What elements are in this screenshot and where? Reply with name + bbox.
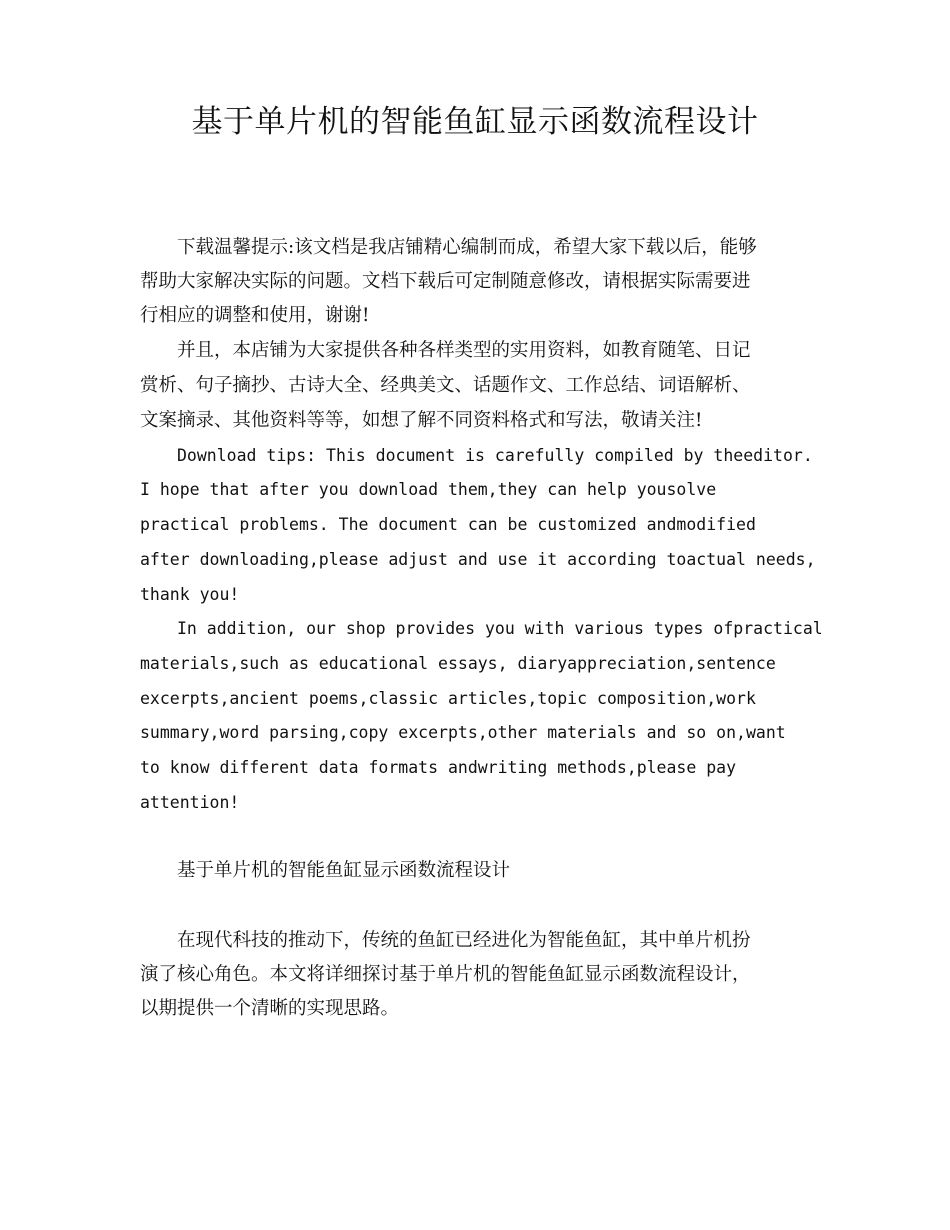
paragraph-line: In addition, our shop provides you with various types ofpractical <box>177 619 823 638</box>
paragraph-line: 并且，本店铺为大家提供各种各样类型的实用资料，如教育随笔、日记 <box>177 340 751 361</box>
paragraph-line: after downloading,please adjust and use it according toactual needs, <box>140 550 816 569</box>
paragraph-line: Download tips: This document is carefully compiled by theeditor. <box>177 446 813 465</box>
section-subtitle: 基于单片机的智能鱼缸显示函数流程设计 <box>177 860 511 881</box>
paragraph-line: 下载温馨提示:该文档是我店铺精心编制而成，希望大家下载以后，能够 <box>177 237 757 258</box>
paragraph-line: 以期提供一个清晰的实现思路。 <box>140 998 400 1019</box>
paragraph-line: 帮助大家解决实际的问题。文档下载后可定制随意修改，请根据实际需要进 <box>140 271 751 292</box>
paragraph-line: 演了核心角色。本文将详细探讨基于单片机的智能鱼缸显示函数流程设计， <box>140 964 751 985</box>
paragraph-line: to know different data formats andwriting methods,please pay <box>140 758 737 777</box>
paragraph-line: I hope that after you download them,they can help yousolve <box>140 480 717 499</box>
paragraph-line: excerpts,ancient poems,classic articles,topic composition,work <box>140 689 756 708</box>
paragraph-line: 在现代科技的推动下，传统的鱼缸已经进化为智能鱼缸，其中单片机扮 <box>177 930 751 951</box>
paragraph-line: 赏析、句子摘抄、古诗大全、经典美文、话题作文、工作总结、词语解析、 <box>140 375 751 396</box>
paragraph-line: summary,word parsing,copy excerpts,other materials and so on,want <box>140 723 786 742</box>
paragraph-line: 文案摘录、其他资料等等，如想了解不同资料格式和写法，敬请关注! <box>140 410 703 431</box>
paragraph-line: 行相应的调整和使用，谢谢! <box>140 305 370 326</box>
document-title: 基于单片机的智能鱼缸显示函数流程设计 <box>191 104 759 140</box>
paragraph-line: materials,such as educational essays, diaryappreciation,sentence <box>140 654 776 673</box>
paragraph-line: practical problems. The document can be customized andmodified <box>140 515 756 534</box>
paragraph-line: thank you! <box>140 585 240 604</box>
paragraph-line: attention! <box>140 793 240 812</box>
